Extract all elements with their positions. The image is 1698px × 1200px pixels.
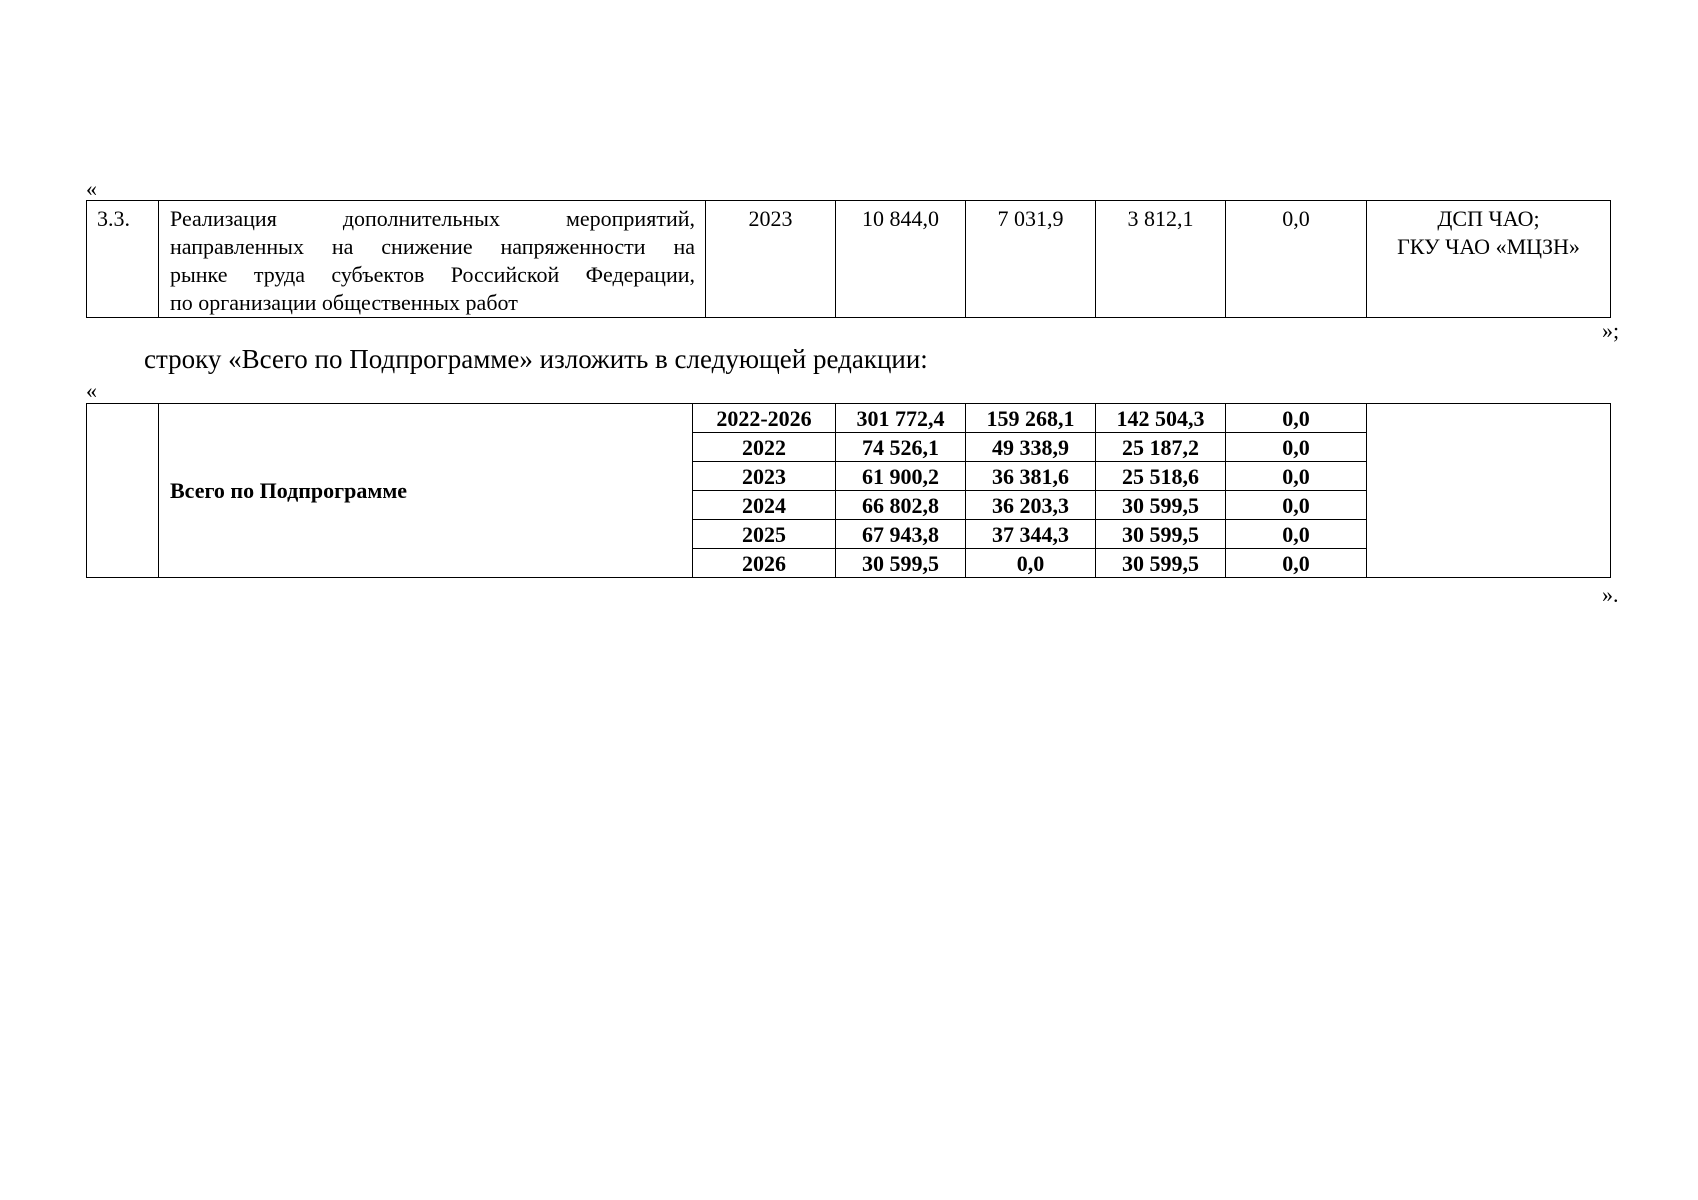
value-2-cell: 30 599,5 — [1096, 549, 1226, 578]
description-line: направленных на снижение напряженности на — [170, 234, 695, 259]
instruction-paragraph: строку «Всего по Подпрограмме» изложить в следующей редакции: — [144, 344, 928, 374]
year-cell: 2022 — [693, 433, 836, 462]
closing-quote-2: ». — [1602, 582, 1619, 607]
value-3-cell: 0,0 — [1226, 433, 1367, 462]
table-row — [87, 201, 1611, 318]
total-cell: 67 943,8 — [836, 520, 966, 549]
value-2-cell: 142 504,3 — [1096, 404, 1226, 433]
value-1-cell: 0,0 — [966, 549, 1096, 578]
description-line: Реализация дополнительных мероприятий, — [170, 206, 695, 231]
year-cell: 2024 — [693, 491, 836, 520]
value-3-cell: 0,0 — [1226, 520, 1367, 549]
value-3-cell: 0,0 — [1226, 549, 1367, 578]
value-1-cell: 36 381,6 — [966, 462, 1096, 491]
opening-quote-1: « — [86, 176, 97, 201]
row-number: 3.3. — [87, 201, 159, 318]
total-cell: 74 526,1 — [836, 433, 966, 462]
total-cell: 66 802,8 — [836, 491, 966, 520]
value-2-cell: 25 518,6 — [1096, 462, 1226, 491]
value-2-cell: 25 187,2 — [1096, 433, 1226, 462]
value-1-cell: 36 203,3 — [966, 491, 1096, 520]
subprogram-total-table — [86, 403, 1611, 578]
responsible-cell — [1367, 201, 1611, 318]
activity-description — [159, 201, 706, 318]
total-cell: 61 900,2 — [836, 462, 966, 491]
responsible-cell — [1367, 404, 1611, 578]
description-line: по организации общественных работ — [170, 290, 518, 315]
value-1-cell: 7 031,9 — [966, 201, 1096, 318]
table-row — [87, 404, 1611, 433]
number-cell — [87, 404, 159, 578]
value-3-cell: 0,0 — [1226, 201, 1367, 318]
total-cell: 30 599,5 — [836, 549, 966, 578]
value-1-cell: 49 338,9 — [966, 433, 1096, 462]
responsible-line: ДСП ЧАО; — [1437, 206, 1540, 231]
year-cell: 2026 — [693, 549, 836, 578]
total-cell: 10 844,0 — [836, 201, 966, 318]
year-cell: 2025 — [693, 520, 836, 549]
year-cell: 2022-2026 — [693, 404, 836, 433]
total-label: Всего по Подпрограмме — [159, 404, 693, 578]
opening-quote-2: « — [86, 378, 97, 403]
value-2-cell: 30 599,5 — [1096, 491, 1226, 520]
responsible-line: ГКУ ЧАО «МЦЗН» — [1397, 234, 1580, 259]
value-1-cell: 159 268,1 — [966, 404, 1096, 433]
activity-table — [86, 200, 1611, 318]
value-3-cell: 0,0 — [1226, 491, 1367, 520]
year-cell: 2023 — [706, 201, 836, 318]
year-cell: 2023 — [693, 462, 836, 491]
total-cell: 301 772,4 — [836, 404, 966, 433]
value-2-cell: 3 812,1 — [1096, 201, 1226, 318]
description-line: рынке труда субъектов Российской Федерации, — [170, 262, 695, 287]
value-1-cell: 37 344,3 — [966, 520, 1096, 549]
value-3-cell: 0,0 — [1226, 462, 1367, 491]
value-3-cell: 0,0 — [1226, 404, 1367, 433]
closing-quote-1: »; — [1602, 318, 1620, 343]
value-2-cell: 30 599,5 — [1096, 520, 1226, 549]
